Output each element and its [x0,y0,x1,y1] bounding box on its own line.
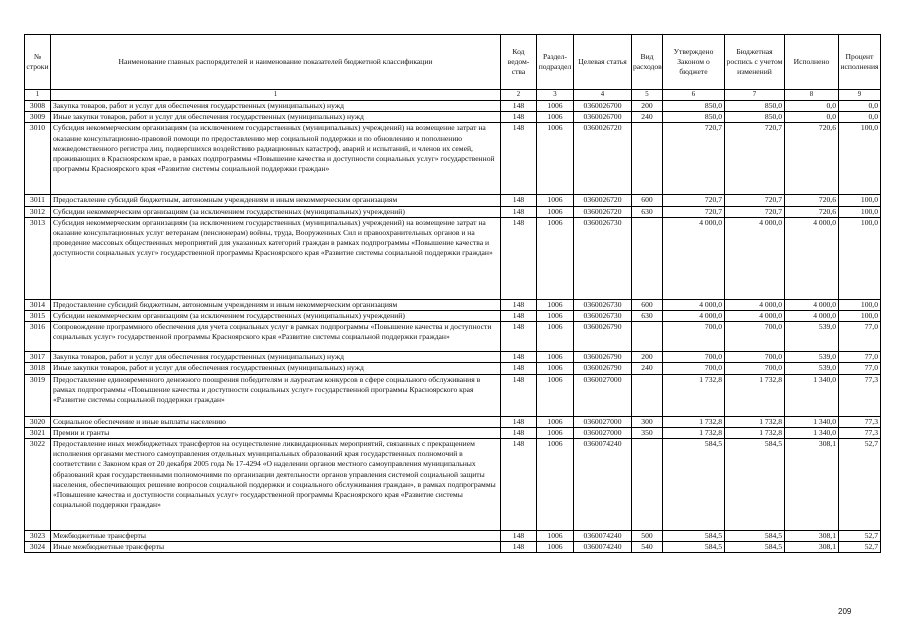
table-row [25,427,881,438]
row-department-code: 148 [501,416,537,427]
row-number: 3021 [25,427,51,438]
row-expense-type: 600 [632,299,663,310]
row-department-code: 148 [501,352,537,363]
table-header-row [25,35,881,90]
row-number: 3023 [25,531,51,542]
row-approved: 850,0 [663,101,725,112]
table-row [25,299,881,310]
row-section: 1006 [537,427,574,438]
row-target-article: 0360074240 [574,531,632,542]
row-percent: 100,0 [839,195,881,206]
row-percent: 77,0 [839,322,881,352]
row-budget-plan: 700,0 [725,322,785,352]
row-budget-plan: 700,0 [725,363,785,374]
row-department-code: 148 [501,112,537,123]
row-section: 1006 [537,123,574,195]
budget-execution-table [24,34,881,553]
row-section: 1006 [537,531,574,542]
row-section: 1006 [537,439,574,531]
row-approved: 584,5 [663,439,725,531]
row-number: 3010 [25,123,51,195]
row-percent: 77,3 [839,427,881,438]
row-executed: 0,0 [785,112,839,123]
table-row [25,439,881,531]
row-expense-type: 630 [632,311,663,322]
header-department-code: Код ведом-ства [501,35,537,90]
row-budget-plan: 584,5 [725,542,785,553]
row-expense-type: 240 [632,112,663,123]
row-approved: 1 732,8 [663,427,725,438]
row-name: Социальное обеспечение и иные выплаты населению [51,416,501,427]
row-target-article: 0360026730 [574,311,632,322]
row-section: 1006 [537,206,574,217]
row-name: Предоставление субсидий бюджетным, автономным учреждениям и иным некоммерческим организациям [51,299,501,310]
table-row [25,416,881,427]
row-budget-plan: 4 000,0 [725,311,785,322]
row-name: Сопровождение программного обеспечения для учета социальных услуг в рамках подпрограммы «Повышение качества и доступности социальных услуг» государственной программы Красноярского края «Развитие системы социальной поддержки граждан» [51,322,501,352]
row-department-code: 148 [501,531,537,542]
row-department-code: 148 [501,195,537,206]
row-number: 3020 [25,416,51,427]
row-number: 3018 [25,363,51,374]
table-row [25,206,881,217]
row-executed: 1 340,0 [785,416,839,427]
row-target-article: 0360027000 [574,416,632,427]
row-name: Субсидии некоммерческим организациям (за исключением государственных (муниципальных) учреждений) [51,311,501,322]
row-name: Иные закупки товаров, работ и услуг для обеспечения государственных (муниципальных) нужд [51,112,501,123]
table-row [25,363,881,374]
row-department-code: 148 [501,217,537,299]
row-name: Иные закупки товаров, работ и услуг для обеспечения государственных (муниципальных) нужд [51,363,501,374]
row-budget-plan: 720,7 [725,123,785,195]
row-name: Премии и гранты [51,427,501,438]
header-row-number: № строки [25,35,51,90]
row-executed: 308,1 [785,531,839,542]
row-budget-plan: 584,5 [725,531,785,542]
row-number: 3017 [25,352,51,363]
row-executed: 0,0 [785,101,839,112]
column-number: 9 [839,90,881,101]
column-number-row [25,90,881,101]
row-expense-type: 630 [632,206,663,217]
row-name: Иные межбюджетные трансферты [51,542,501,553]
table-row [25,322,881,352]
row-section: 1006 [537,112,574,123]
row-number: 3016 [25,322,51,352]
row-expense-type [632,123,663,195]
row-section: 1006 [537,374,574,416]
row-department-code: 148 [501,439,537,531]
row-section: 1006 [537,299,574,310]
row-name: Субсидия некоммерческим организациям (за исключением государственных (муниципальных) учреждений) на возмещение затрат на оказание консультационных услуг ветеранам (пенсионерам) войны, труда, Вооруженных Сил и правоохранительных органов и на проведение массовых общественных мероприятий для указанных категорий граждан в рамках подпрограммы «Повышение качества и доступности социальных услуг» государственной программы Красноярского края «Развитие системы социальной поддержки граждан» [51,217,501,299]
row-expense-type: 500 [632,531,663,542]
row-percent: 77,0 [839,363,881,374]
row-executed: 720,6 [785,206,839,217]
column-number: 3 [537,90,574,101]
row-department-code: 148 [501,542,537,553]
row-executed: 308,1 [785,439,839,531]
row-budget-plan: 850,0 [725,112,785,123]
row-expense-type: 240 [632,363,663,374]
header-percent: Процент исполнения [839,35,881,90]
row-section: 1006 [537,101,574,112]
row-percent: 0,0 [839,101,881,112]
row-approved: 1 732,8 [663,374,725,416]
row-section: 1006 [537,416,574,427]
row-target-article: 0360027000 [574,427,632,438]
table-row [25,352,881,363]
row-budget-plan: 584,5 [725,439,785,531]
table-row [25,101,881,112]
table-row [25,123,881,195]
row-section: 1006 [537,363,574,374]
row-approved: 720,7 [663,123,725,195]
row-name: Субсидии некоммерческим организациям (за исключением государственных (муниципальных) учреждений) [51,206,501,217]
row-department-code: 148 [501,123,537,195]
row-section: 1006 [537,352,574,363]
row-budget-plan: 4 000,0 [725,299,785,310]
row-number: 3009 [25,112,51,123]
row-approved: 4 000,0 [663,299,725,310]
header-budget-plan: Бюджетная роспись с учетом изменений [725,35,785,90]
row-budget-plan: 700,0 [725,352,785,363]
table-row [25,112,881,123]
table-row [25,374,881,416]
row-approved: 720,7 [663,206,725,217]
row-percent: 100,0 [839,123,881,195]
row-name: Закупка товаров, работ и услуг для обеспечения государственных (муниципальных) нужд [51,101,501,112]
row-target-article: 0360026790 [574,352,632,363]
row-percent: 52,7 [839,439,881,531]
row-executed: 308,1 [785,542,839,553]
row-number: 3012 [25,206,51,217]
row-percent: 77,0 [839,352,881,363]
header-target-article: Целевая статья [574,35,632,90]
row-budget-plan: 4 000,0 [725,217,785,299]
row-executed: 4 000,0 [785,311,839,322]
row-target-article: 0360026700 [574,112,632,123]
header-executed: Исполнено [785,35,839,90]
row-expense-type [632,439,663,531]
row-name: Закупка товаров, работ и услуг для обеспечения государственных (муниципальных) нужд [51,352,501,363]
header-expense-type: Вид расходов [632,35,663,90]
row-number: 3019 [25,374,51,416]
row-section: 1006 [537,542,574,553]
row-department-code: 148 [501,363,537,374]
row-name: Предоставление иных межбюджетных трансфертов на осуществление ликвидационных мероприятий, связанных с прекращением исполнения органами местного самоуправления отдельных муниципальных образований края государственных полномочий в соответствии с Законом края от 20 декабря 2005 года № 17-4294 «О наделении органов местного самоуправления муниципальных образований края государственными полномочиями по организации деятельности органов управления системой социальной защиты населения, обеспечивающих решение вопросов социальной поддержки и социального обслуживания граждан», в рамках подпрограммы «Повышение качества и доступности социальных услуг» государственной программы Красноярского края «Развитие системы социальной поддержки граждан» [51,439,501,531]
row-approved: 4 000,0 [663,217,725,299]
row-department-code: 148 [501,322,537,352]
row-expense-type [632,374,663,416]
row-department-code: 148 [501,427,537,438]
row-number: 3024 [25,542,51,553]
row-number: 3011 [25,195,51,206]
row-department-code: 148 [501,374,537,416]
row-expense-type [632,322,663,352]
row-approved: 850,0 [663,112,725,123]
table-row [25,542,881,553]
row-target-article: 0360026720 [574,195,632,206]
header-approved: Утверждено Законом о бюджете [663,35,725,90]
row-executed: 539,0 [785,352,839,363]
row-target-article: 0360026730 [574,217,632,299]
row-department-code: 148 [501,206,537,217]
row-percent: 100,0 [839,299,881,310]
row-department-code: 148 [501,299,537,310]
column-number: 7 [725,90,785,101]
row-percent: 77,3 [839,374,881,416]
row-target-article: 0360027000 [574,374,632,416]
row-number: 3015 [25,311,51,322]
column-number: 1 [51,90,501,101]
row-name: Межбюджетные трансферты [51,531,501,542]
row-expense-type: 300 [632,416,663,427]
row-percent: 100,0 [839,206,881,217]
page-number: 209 [838,607,852,616]
row-number: 3013 [25,217,51,299]
row-approved: 700,0 [663,352,725,363]
row-budget-plan: 1 732,8 [725,374,785,416]
row-target-article: 0360074240 [574,439,632,531]
row-approved: 1 732,8 [663,416,725,427]
row-approved: 700,0 [663,363,725,374]
row-budget-plan: 1 732,8 [725,427,785,438]
row-number: 3014 [25,299,51,310]
row-executed: 720,6 [785,123,839,195]
row-expense-type: 200 [632,101,663,112]
row-department-code: 148 [501,101,537,112]
column-number: 1 [25,90,51,101]
row-target-article: 0360074240 [574,542,632,553]
row-expense-type: 600 [632,195,663,206]
row-executed: 539,0 [785,363,839,374]
row-target-article: 0360026700 [574,101,632,112]
row-number: 3022 [25,439,51,531]
row-target-article: 0360026790 [574,363,632,374]
row-executed: 539,0 [785,322,839,352]
row-department-code: 148 [501,311,537,322]
row-percent: 52,7 [839,542,881,553]
row-name: Субсидия некоммерческим организациям (за исключением государственных (муниципальных) учреждений) на возмещение затрат на оказание консультационно-правовой помощи по предоставлению мер социальной поддержки и по обновлению и пополнению межведомственного регистра лиц, подвергшихся воздействию радиационных катастроф, аварий и испытаний, и членов их семей, проживающих в Красноярском крае, в рамках подпрограммы «Повышение качества и доступности социальных услуг» государственной программы Красноярского края «Развитие системы социальной поддержки граждан» [51,123,501,195]
row-budget-plan: 1 732,8 [725,416,785,427]
row-expense-type: 200 [632,352,663,363]
row-approved: 584,5 [663,542,725,553]
row-approved: 720,7 [663,195,725,206]
row-executed: 4 000,0 [785,299,839,310]
row-target-article: 0360026790 [574,322,632,352]
row-executed: 720,6 [785,195,839,206]
row-target-article: 0360026730 [574,299,632,310]
row-section: 1006 [537,195,574,206]
column-number: 8 [785,90,839,101]
row-approved: 700,0 [663,322,725,352]
row-percent: 100,0 [839,311,881,322]
row-section: 1006 [537,217,574,299]
row-budget-plan: 720,7 [725,195,785,206]
column-number: 6 [663,90,725,101]
row-target-article: 0360026720 [574,123,632,195]
table-row [25,195,881,206]
row-approved: 4 000,0 [663,311,725,322]
row-name: Предоставление единовременного денежного поощрения победителям и лауреатам конкурсов в сфере социального обслуживания в рамках подпрограммы «Повышение качества и доступности социальных услуг» государственной программы Красноярского края «Развитие системы социальной поддержки граждан» [51,374,501,416]
row-target-article: 0360026720 [574,206,632,217]
row-percent: 77,3 [839,416,881,427]
row-section: 1006 [537,322,574,352]
row-number: 3008 [25,101,51,112]
row-budget-plan: 850,0 [725,101,785,112]
row-executed: 4 000,0 [785,217,839,299]
column-number: 4 [574,90,632,101]
column-number: 5 [632,90,663,101]
header-name: Наименование главных распорядителей и наименование показателей бюджетной классификации [51,35,501,90]
row-section: 1006 [537,311,574,322]
row-executed: 1 340,0 [785,374,839,416]
row-executed: 1 340,0 [785,427,839,438]
table-row [25,217,881,299]
row-expense-type [632,217,663,299]
row-approved: 584,5 [663,531,725,542]
table-row [25,311,881,322]
row-expense-type: 540 [632,542,663,553]
row-percent: 52,7 [839,531,881,542]
row-percent: 100,0 [839,217,881,299]
row-percent: 0,0 [839,112,881,123]
row-budget-plan: 720,7 [725,206,785,217]
table-row [25,531,881,542]
header-section: Раздел-подраздел [537,35,574,90]
column-number: 2 [501,90,537,101]
row-name: Предоставление субсидий бюджетным, автономным учреждениям и иным некоммерческим организациям [51,195,501,206]
row-expense-type: 350 [632,427,663,438]
